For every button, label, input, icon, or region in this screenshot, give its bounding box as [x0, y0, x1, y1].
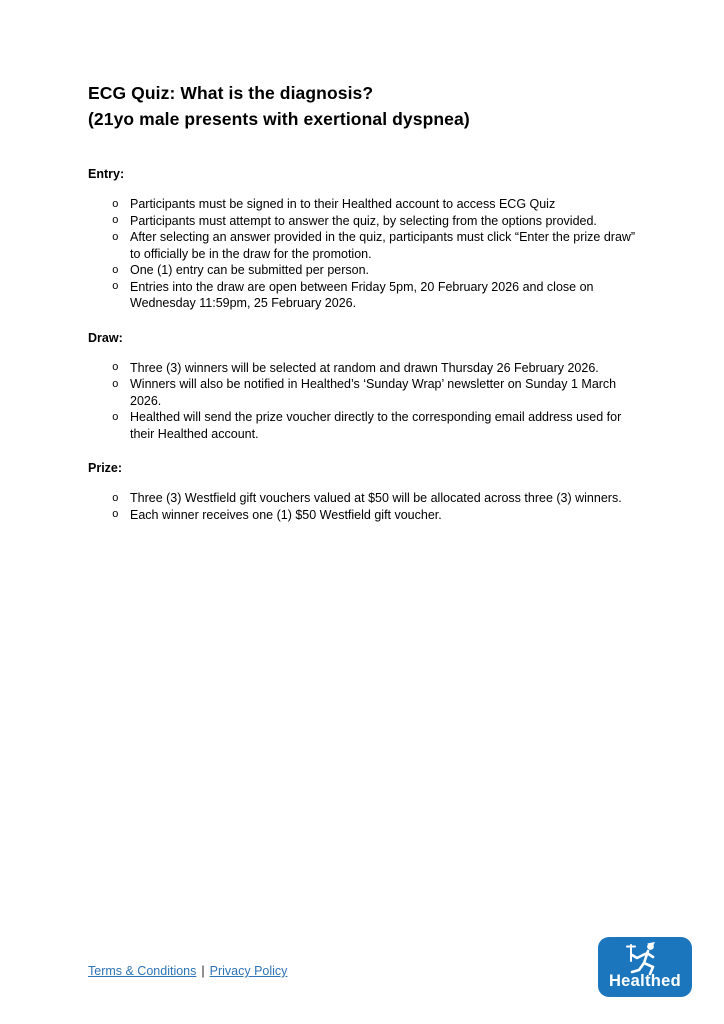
bullet-marker: o	[112, 509, 119, 521]
list-item	[88, 507, 644, 524]
document-body	[88, 80, 644, 541]
bullet-marker: o	[112, 231, 119, 244]
list-item-text: Participants must be signed in to their Healthed account to access ECG Quiz	[130, 197, 556, 211]
list-item	[88, 213, 644, 230]
bullet-marker: o	[112, 492, 119, 505]
draw-bullet-list	[88, 360, 644, 443]
link-separator: |	[201, 964, 205, 978]
list-item	[88, 490, 644, 507]
footer-links	[88, 963, 287, 980]
prize-bullet-list	[88, 490, 644, 523]
healthed-logo-graphic	[598, 937, 692, 997]
list-item-text: After selecting an answer provided in the quiz, participants must click “Enter the prize draw” to officially be in the draw for the promotion.	[130, 230, 636, 261]
section-heading-prize: Prize:	[88, 461, 123, 475]
bullet-marker: o	[112, 362, 119, 374]
page-title	[88, 80, 644, 132]
logo-wordmark: Healthed	[608, 972, 682, 990]
list-item-text: Three (3) winners will be selected at random and drawn Thursday 26 February 2026.	[130, 360, 599, 375]
terms-and-conditions-link[interactable]: Terms & Conditions	[88, 964, 197, 978]
bullet-marker: o	[112, 281, 119, 293]
list-item-text: One (1) entry can be submitted per person.	[130, 263, 370, 277]
section-prize	[88, 460, 644, 523]
section-heading-draw: Draw:	[88, 330, 123, 345]
list-item	[88, 279, 644, 312]
list-item	[88, 229, 644, 262]
list-item	[88, 376, 644, 409]
list-item-text: Participants must attempt to answer the quiz, by selecting from the options provided.	[130, 213, 597, 228]
entry-bullet-list	[88, 196, 644, 312]
list-item	[88, 262, 644, 279]
bullet-marker: o	[112, 411, 119, 424]
list-item-text: Entries into the draw are open between Friday 5pm, 20 February 2026 and close on Wednesday 11:59pm, 25 February 2026.	[130, 279, 594, 310]
section-heading-entry: Entry:	[88, 167, 125, 181]
list-item-text: Three (3) Westfield gift vouchers valued at $50 will be allocated across three (3) winners.	[130, 491, 622, 505]
list-item-text: Winners will also be notified in Healthed’s ‘Sunday Wrap’ newsletter on Sunday 1 March 2026.	[130, 377, 617, 408]
list-item	[88, 360, 644, 377]
healthed-logo	[598, 937, 692, 997]
bullet-marker: o	[112, 264, 119, 277]
list-item-text: Each winner receives one (1) $50 Westfield gift voucher.	[130, 507, 442, 522]
bullet-marker: o	[112, 378, 119, 391]
list-item	[88, 196, 644, 213]
title-line-1: ECG Quiz: What is the diagnosis?	[88, 83, 374, 103]
bullet-marker: o	[112, 198, 119, 211]
section-entry	[88, 166, 644, 312]
list-item-text: Healthed will send the prize voucher directly to the corresponding email address used for their Healthed account.	[130, 410, 622, 441]
bullet-marker: o	[112, 215, 119, 227]
title-line-2: (21yo male presents with exertional dyspnea)	[88, 109, 470, 129]
section-draw	[88, 330, 644, 443]
list-item	[88, 409, 644, 442]
privacy-policy-link[interactable]: Privacy Policy	[209, 964, 288, 978]
